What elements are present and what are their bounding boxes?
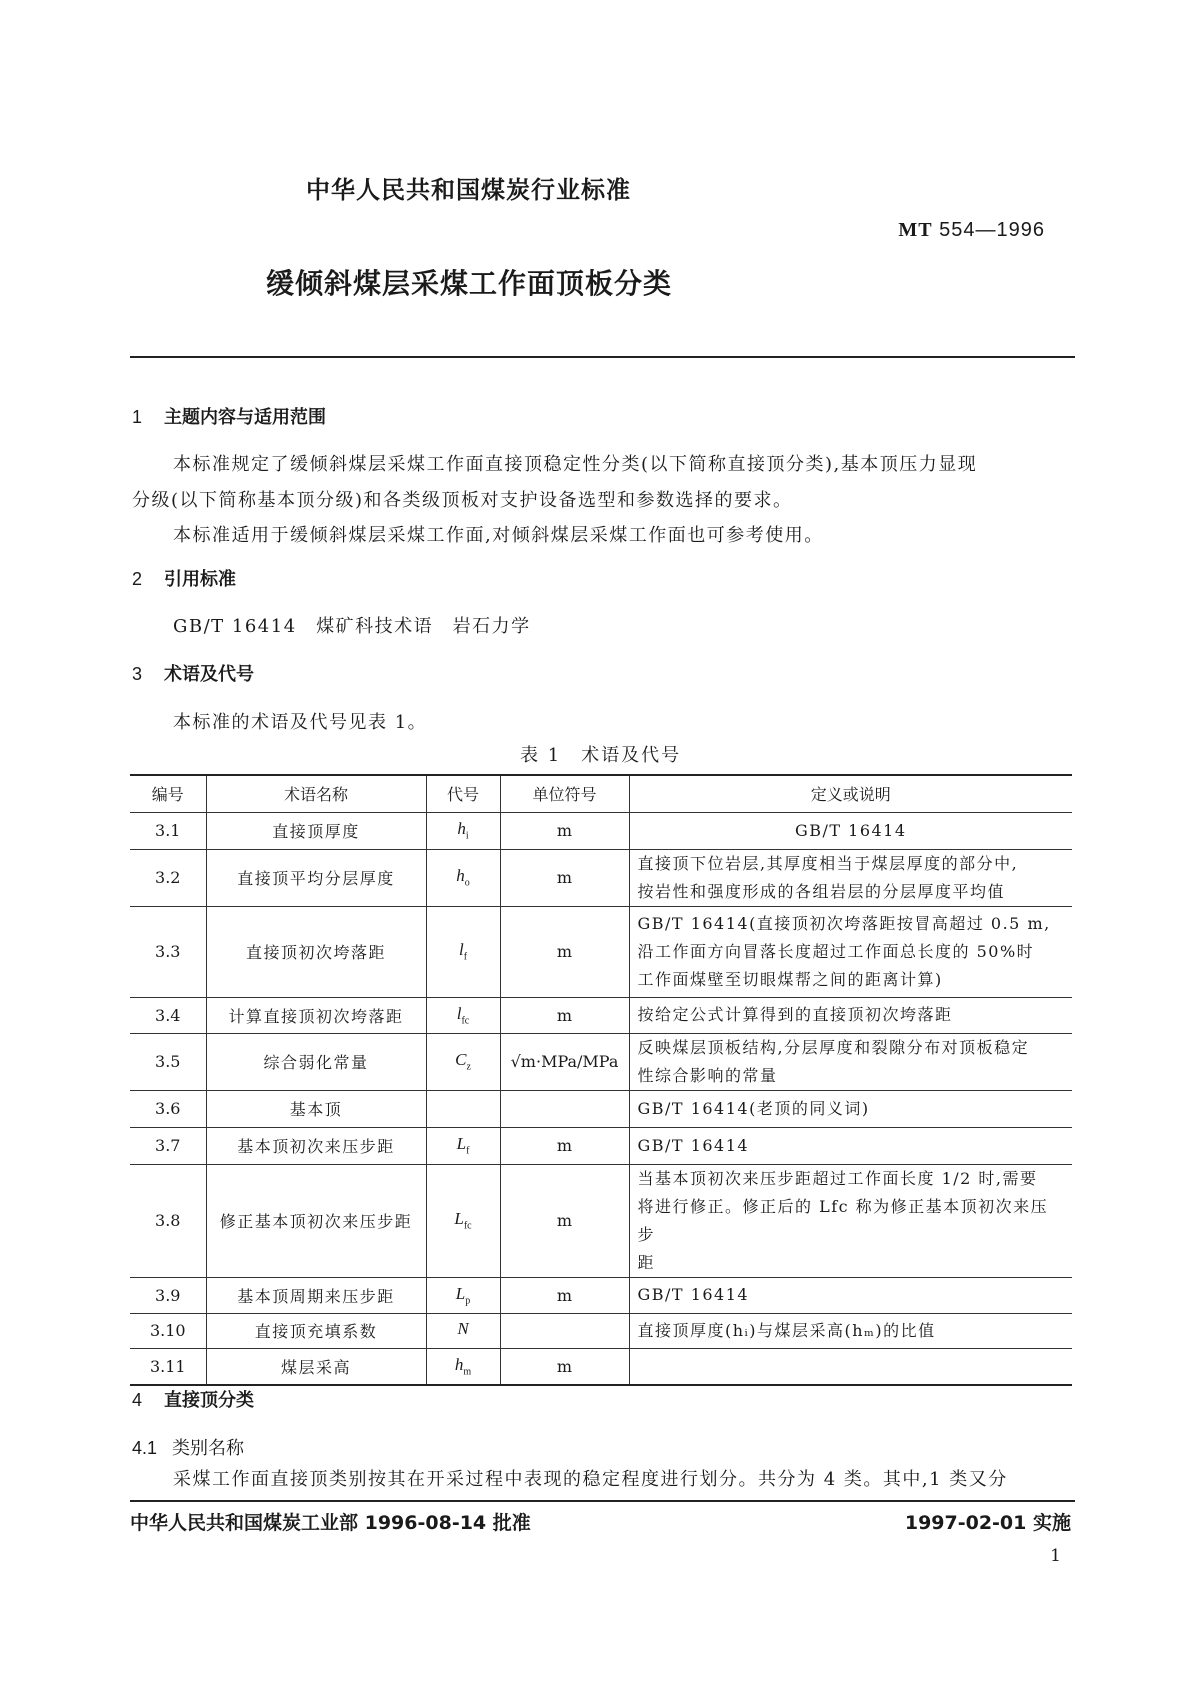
unit-symbol: m	[500, 1164, 629, 1277]
term-name: 修正基本顶初次来压步距	[206, 1164, 426, 1277]
page-number: 1	[1050, 1546, 1061, 1566]
table-row	[130, 1090, 1072, 1127]
term-symbol: $L_{fc}$	[426, 1164, 500, 1277]
term-symbol: $h_i$	[426, 812, 500, 849]
table-header-row	[130, 775, 1072, 812]
term-definition: 直接顶厚度(hᵢ)与煤层采高(hₘ)的比值	[629, 1313, 1072, 1348]
terms-table	[130, 774, 1072, 1386]
unit-symbol: m	[500, 906, 629, 997]
reference-standard: GB/T 16414 煤矿科技术语 岩石力学	[173, 616, 531, 637]
table-row	[130, 1127, 1072, 1164]
unit-symbol	[500, 1313, 629, 1348]
term-number: 3.7	[130, 1127, 206, 1164]
unit-symbol: m	[500, 849, 629, 906]
table-row	[130, 1313, 1072, 1348]
term-symbol: $l_f$	[426, 906, 500, 997]
standard-code	[898, 219, 1045, 242]
code-number: 554—1996	[939, 219, 1045, 241]
term-name: 计算直接顶初次垮落距	[206, 997, 426, 1033]
section-4-heading: 4 直接顶分类	[132, 1390, 254, 1411]
footer-rule	[130, 1500, 1075, 1502]
term-name: 基本顶	[206, 1090, 426, 1127]
header-rule	[130, 356, 1075, 358]
unit-symbol: m	[500, 812, 629, 849]
term-symbol: $L_f$	[426, 1127, 500, 1164]
term-number: 3.5	[130, 1033, 206, 1090]
term-definition: 直接顶下位岩层,其厚度相当于煤层厚度的部分中, 按岩性和强度形成的各组岩层的分层厚度平均值	[629, 849, 1072, 906]
term-name: 煤层采高	[206, 1348, 426, 1385]
term-symbol: $C_z$	[426, 1033, 500, 1090]
term-number: 3.4	[130, 997, 206, 1033]
term-definition: 按给定公式计算得到的直接顶初次垮落距	[629, 997, 1072, 1033]
term-definition: 当基本顶初次来压步距超过工作面长度 1/2 时,需要 将进行修正。修正后的 Lfc 称为修正基本顶初次来压步 距	[629, 1164, 1072, 1277]
term-number: 3.9	[130, 1277, 206, 1313]
table-row	[130, 906, 1072, 997]
paragraph: 本标准的术语及代号见表 1。	[173, 712, 428, 733]
standard-body: 中华人民共和国煤炭行业标准	[306, 176, 631, 204]
term-symbol: $h_o$	[426, 849, 500, 906]
approval-note: 中华人民共和国煤炭工业部 1996-08-14 批准	[130, 1512, 531, 1534]
table-row	[130, 997, 1072, 1033]
effective-date: 1997-02-01 实施	[904, 1512, 1071, 1534]
column-header: 单位符号	[500, 775, 629, 812]
term-definition: GB/T 16414(老顶的同义词)	[629, 1090, 1072, 1127]
unit-symbol: m	[500, 997, 629, 1033]
term-symbol: $h_m$	[426, 1348, 500, 1385]
term-symbol: $l_{fc}$	[426, 997, 500, 1033]
unit-symbol: √m·MPa/MPa	[500, 1033, 629, 1090]
table-row	[130, 849, 1072, 906]
section-2-heading: 2 引用标准	[132, 569, 236, 590]
section-3-heading: 3 术语及代号	[132, 664, 254, 685]
term-definition: 反映煤层顶板结构,分层厚度和裂隙分布对顶板稳定 性综合影响的常量	[629, 1033, 1072, 1090]
column-header: 编号	[130, 775, 206, 812]
column-header: 术语名称	[206, 775, 426, 812]
section-1-heading: 1 主题内容与适用范围	[132, 407, 326, 428]
column-header: 代号	[426, 775, 500, 812]
term-number: 3.2	[130, 849, 206, 906]
term-name: 直接顶平均分层厚度	[206, 849, 426, 906]
term-number: 3.1	[130, 812, 206, 849]
unit-symbol: m	[500, 1277, 629, 1313]
term-number: 3.10	[130, 1313, 206, 1348]
term-definition: GB/T 16414	[629, 1127, 1072, 1164]
document-title: 缓倾斜煤层采煤工作面顶板分类	[266, 267, 673, 300]
unit-symbol: m	[500, 1348, 629, 1385]
term-number: 3.8	[130, 1164, 206, 1277]
term-number: 3.6	[130, 1090, 206, 1127]
term-name: 直接顶充填系数	[206, 1313, 426, 1348]
paragraph: 本标准规定了缓倾斜煤层采煤工作面直接顶稳定性分类(以下简称直接顶分类),基本顶压力显现	[173, 454, 978, 475]
paragraph: 分级(以下简称基本顶分级)和各类级顶板对支护设备选型和参数选择的要求。	[132, 490, 793, 511]
term-name: 直接顶厚度	[206, 812, 426, 849]
term-definition	[629, 1348, 1072, 1385]
term-definition: GB/T 16414	[629, 1277, 1072, 1313]
term-name: 基本顶周期来压步距	[206, 1277, 426, 1313]
table-row	[130, 1277, 1072, 1313]
paragraph: 本标准适用于缓倾斜煤层采煤工作面,对倾斜煤层采煤工作面也可参考使用。	[173, 525, 824, 546]
table-row	[130, 1033, 1072, 1090]
unit-symbol	[500, 1090, 629, 1127]
table-row	[130, 1164, 1072, 1277]
term-symbol: N	[426, 1313, 500, 1348]
term-number: 3.3	[130, 906, 206, 997]
term-symbol	[426, 1090, 500, 1127]
term-definition: GB/T 16414	[629, 812, 1072, 849]
term-name: 基本顶初次来压步距	[206, 1127, 426, 1164]
column-header: 定义或说明	[629, 775, 1072, 812]
table-row	[130, 1348, 1072, 1385]
unit-symbol: m	[500, 1127, 629, 1164]
table-caption: 表 1 术语及代号	[520, 745, 682, 766]
term-number: 3.11	[130, 1348, 206, 1385]
term-name: 综合弱化常量	[206, 1033, 426, 1090]
paragraph: 采煤工作面直接顶类别按其在开采过程中表现的稳定程度进行划分。共分为 4 类。其中,1 类又分	[173, 1469, 1008, 1490]
term-symbol: $L_p$	[426, 1277, 500, 1313]
term-name: 直接顶初次垮落距	[206, 906, 426, 997]
section-4-1-heading: 4.1 类别名称	[132, 1438, 244, 1459]
code-prefix: MT	[898, 219, 933, 241]
term-definition: GB/T 16414(直接顶初次垮落距按冒高超过 0.5 m, 沿工作面方向冒落长度超过工作面总长度的 50%时 工作面煤壁至切眼煤帮之间的距离计算)	[629, 906, 1072, 997]
table-row	[130, 812, 1072, 849]
